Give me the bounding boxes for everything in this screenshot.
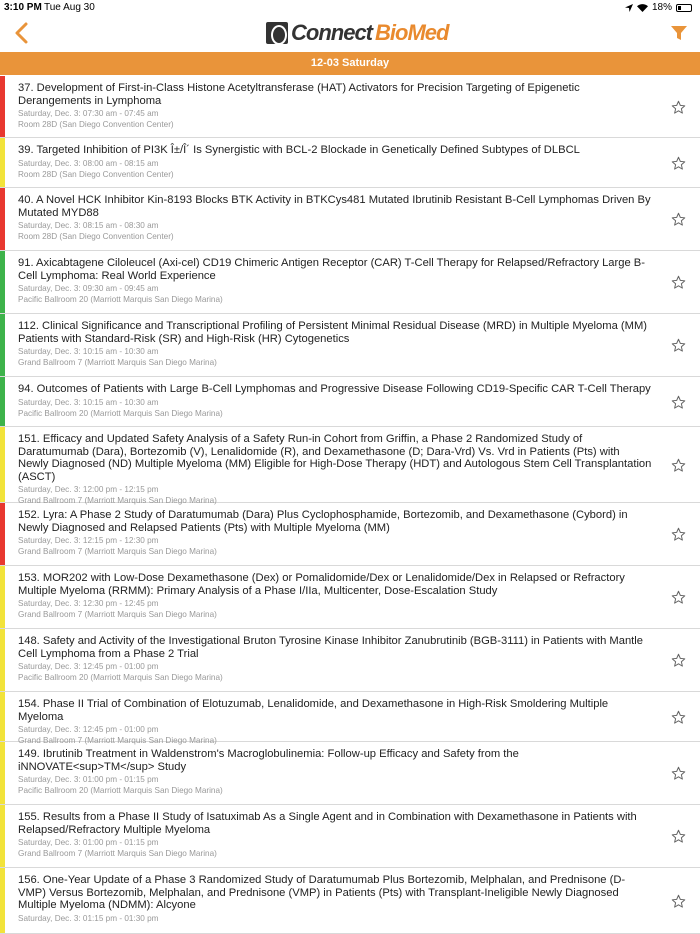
session-color-stripe [0, 742, 5, 804]
session-title: 37. Development of First-in-Class Histone Acetyltransferase (HAT) Activators for Precision Targeting of Epigenetic Derangements in Lymphoma [18, 82, 580, 107]
star-icon[interactable] [671, 156, 686, 171]
session-item[interactable] [0, 742, 700, 805]
session-title: 148. Safety and Activity of the Investigational Bruton Tyrosine Kinase Inhibitor Zanubrutinib (BGB-3111) in Patients with Mantle Cell Lymphoma from a Phase 2 Trial [18, 635, 643, 660]
star-icon[interactable] [671, 894, 686, 909]
battery-icon [676, 4, 692, 12]
session-item[interactable] [0, 805, 700, 868]
session-item[interactable] [0, 692, 700, 746]
session-color-stripe [0, 138, 5, 187]
nav-bar [0, 14, 700, 52]
session-time: Saturday, Dec. 3: 01:00 pm - 01:15 pm [18, 775, 159, 785]
session-location: Pacific Ballroom 20 (Marriott Marquis San Diego Marina) [18, 673, 223, 683]
wifi-icon [637, 4, 648, 12]
session-time: Saturday, Dec. 3: 12:45 pm - 01:00 pm [18, 725, 159, 735]
session-location: Grand Ballroom 7 (Marriott Marquis San Diego Marina) [18, 610, 217, 620]
session-location: Grand Ballroom 7 (Marriott Marquis San Diego Marina) [18, 358, 217, 368]
session-color-stripe [0, 314, 5, 376]
session-location: Grand Ballroom 7 (Marriott Marquis San Diego Marina) [18, 547, 217, 557]
session-title: 154. Phase II Trial of Combination of Elotuzumab, Lenalidomide, and Dexamethasone in High-Risk Smoldering Multiple Myeloma [18, 698, 609, 723]
session-item[interactable] [0, 251, 700, 314]
session-location: Room 28D (San Diego Convention Center) [18, 232, 174, 242]
session-location: Grand Ballroom 7 (Marriott Marquis San Diego Marina) [18, 736, 217, 746]
session-title: 149. Ibrutinib Treatment in Waldenstrom's Macroglobulinemia: Follow-up Efficacy and Safety from the iNNOVATE<sup>TM</sup> Study [18, 748, 519, 773]
session-title: 112. Clinical Significance and Transcriptional Profiling of Persistent Minimal Residual Disease (MRD) in Multiple Myeloma (MM) Patients with Standard-Risk (SR) and High-Risk (HR) Cytogenetics [18, 320, 648, 345]
status-time: 3:10 PM [4, 2, 42, 13]
session-color-stripe [0, 377, 5, 426]
session-color-stripe [0, 76, 5, 137]
session-time: Saturday, Dec. 3: 01:00 pm - 01:15 pm [18, 838, 159, 848]
session-location: Pacific Ballroom 20 (Marriott Marquis San Diego Marina) [18, 295, 223, 305]
session-time: Saturday, Dec. 3: 12:30 pm - 12:45 pm [18, 599, 159, 609]
session-color-stripe [0, 566, 5, 628]
logo-text-connect: Connect [291, 20, 372, 45]
session-item[interactable] [0, 868, 700, 934]
logo-text-biomed: BioMed [375, 20, 449, 45]
session-color-stripe [0, 251, 5, 313]
session-color-stripe [0, 805, 5, 867]
session-item[interactable] [0, 377, 700, 427]
session-time: Saturday, Dec. 3: 08:00 am - 08:15 am [18, 158, 159, 168]
star-icon[interactable] [671, 766, 686, 781]
session-color-stripe [0, 868, 5, 933]
session-location: Pacific Ballroom 20 (Marriott Marquis San Diego Marina) [18, 786, 223, 796]
session-title: 153. MOR202 with Low-Dose Dexamethasone (Dex) or Pomalidomide/Dex or Lenalidomide/Dex in Relapsed or Refractory Multiple Myeloma (RRMM): Primary Analysis of a Phase I/IIa, Multicenter, Dose-Escalation Study [18, 572, 625, 597]
session-item[interactable] [0, 188, 700, 251]
status-date: Tue Aug 30 [44, 2, 95, 13]
star-icon[interactable] [671, 338, 686, 353]
star-icon[interactable] [671, 395, 686, 410]
location-icon [625, 4, 633, 12]
status-bar [0, 0, 700, 14]
star-icon[interactable] [671, 590, 686, 605]
session-color-stripe [0, 692, 5, 741]
session-item[interactable] [0, 314, 700, 377]
session-location: Room 28D (San Diego Convention Center) [18, 169, 174, 179]
session-title: 151. Efficacy and Updated Safety Analysis of a Safety Run-in Cohort from Griffin, a Phase 2 Randomized Study of Daratumumab (Dara), Bortezomib (V), Lenalidomide (R), and Dexamethasone (D; Dara-Vrd) Vs. Vrd in Patients (Pts) with Newly Diagnosed (ND) Multiple Myeloma (MM) Eligible for High-Dose Therapy (HDT) and Autologous Stem Cell Transplantation (ASCT) [18, 433, 652, 483]
star-icon[interactable] [671, 653, 686, 668]
session-title: 152. Lyra: A Phase 2 Study of Daratumumab (Dara) Plus Cyclophosphamide, Bortezomib, and Dexamethasone (Cybord) in Newly Diagnosed and Relapsed Patients (Pts) with Multiple Myeloma (MM) [18, 509, 628, 534]
star-icon[interactable] [671, 458, 686, 473]
session-item[interactable] [0, 503, 700, 566]
session-time: Saturday, Dec. 3: 07:30 am - 07:45 am [18, 109, 159, 119]
session-title: 91. Axicabtagene Ciloleucel (Axi-cel) CD19 Chimeric Antigen Receptor (CAR) T-Cell Therapy for Relapsed/Refractory Large B-Cell Lymphoma: Real World Experience [18, 257, 645, 282]
session-location: Room 28D (San Diego Convention Center) [18, 120, 174, 130]
app-logo [266, 20, 448, 46]
session-location: Grand Ballroom 7 (Marriott Marquis San Diego Marina) [18, 849, 217, 859]
session-time: Saturday, Dec. 3: 01:15 pm - 01:30 pm [18, 913, 159, 923]
session-color-stripe [0, 188, 5, 250]
battery-percent: 18% [651, 2, 672, 13]
session-time: Saturday, Dec. 3: 12:15 pm - 12:30 pm [18, 536, 159, 546]
star-icon[interactable] [671, 100, 686, 115]
session-time: Saturday, Dec. 3: 12:45 pm - 01:00 pm [18, 662, 159, 672]
star-icon[interactable] [671, 212, 686, 227]
session-item[interactable] [0, 427, 700, 506]
star-icon[interactable] [671, 829, 686, 844]
star-icon[interactable] [671, 275, 686, 290]
date-section-header: 12-03 Saturday [0, 52, 700, 75]
session-item[interactable] [0, 76, 700, 138]
session-title: 155. Results from a Phase II Study of Isatuximab As a Single Agent and in Combination with Dexamethasone in Patients with Relapsed/Refractory Multiple Myeloma [18, 811, 637, 836]
session-time: Saturday, Dec. 3: 08:15 am - 08:30 am [18, 221, 159, 231]
session-location: Grand Ballroom 7 (Marriott Marquis San Diego Marina) [18, 496, 217, 506]
session-time: Saturday, Dec. 3: 09:30 am - 09:45 am [18, 284, 159, 294]
session-item[interactable] [0, 629, 700, 692]
session-location: Pacific Ballroom 20 (Marriott Marquis San Diego Marina) [18, 408, 223, 418]
session-item[interactable] [0, 138, 700, 188]
session-title: 40. A Novel HCK Inhibitor Kin-8193 Blocks BTK Activity in BTKCys481 Mutated Ibrutinib Resistant B-Cell Lymphomas Driven By Mutated MYD88 [18, 194, 651, 219]
status-indicators [625, 2, 692, 13]
session-time: Saturday, Dec. 3: 12:00 pm - 12:15 pm [18, 485, 159, 495]
session-title: 94. Outcomes of Patients with Large B-Cell Lymphomas and Progressive Disease Following CD19-Specific CAR T-Cell Therapy [18, 383, 651, 395]
session-title: 156. One-Year Update of a Phase 3 Randomized Study of Daratumumab Plus Bortezomib, Melphalan, and Prednisone (D-VMP) Versus Bortezomib, Melphalan, and Prednisone (VMP) in Patients (Pts) with Transplant-Ineligible Newly Diagnosed Multiple Myeloma (NDMM): Alcyone [18, 874, 626, 912]
star-icon[interactable] [671, 710, 686, 725]
star-icon[interactable] [671, 527, 686, 542]
session-color-stripe [0, 629, 5, 691]
session-time: Saturday, Dec. 3: 10:15 am - 10:30 am [18, 397, 159, 407]
session-color-stripe [0, 503, 5, 565]
session-color-stripe [0, 427, 5, 502]
chevron-left-icon[interactable] [10, 21, 34, 45]
logo-mark-icon [266, 22, 288, 44]
session-list [0, 76, 700, 934]
session-time: Saturday, Dec. 3: 10:15 am - 10:30 am [18, 347, 159, 357]
session-item[interactable] [0, 566, 700, 629]
session-title: 39. Targeted Inhibition of PI3K Î±/Î´ Is Synergistic with BCL-2 Blockade in Genetically Defined Subtypes of DLBCL [18, 144, 580, 156]
filter-icon[interactable] [670, 24, 688, 42]
